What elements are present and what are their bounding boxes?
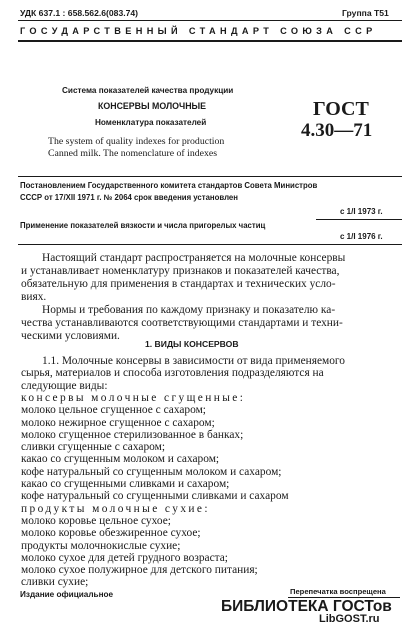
section-line: 1.1. Молочные консервы в зависимости от вида применяемого — [42, 355, 346, 367]
intro-line: обязательную для применения в стандартах и технических усло- — [21, 278, 336, 290]
header-rule-top — [18, 20, 402, 21]
section-line: молоко сгущенное стерилизованное в банках; — [21, 428, 244, 441]
document-title: КОНСЕРВЫ МОЛОЧНЫЕ — [98, 101, 207, 111]
section-line: следующие виды: — [21, 379, 108, 392]
quality-system-title: Система показателей качества продукции — [62, 86, 234, 95]
header-rule-bottom — [18, 40, 402, 42]
library-site: LibGOST.ru — [319, 613, 380, 625]
group-code: Группа Т51 — [342, 8, 389, 18]
decree-line-3: Применение показателей вязкости и числа пригорелых частиц — [20, 221, 266, 230]
english-title: Canned milk. The nomenclature of indexes — [48, 148, 218, 159]
section-line: сырья, материалов и способа изготовления подразделяются на — [21, 367, 324, 380]
intro-line: Нормы и требования по каждому признаку и показателю ка- — [42, 304, 336, 316]
section-line: какао со сгущенным молоком и сахаром; — [21, 453, 220, 466]
section-subheading: продукты молочные сухие: — [21, 502, 210, 515]
decree-date-2: с 1/I 1976 г. — [340, 232, 383, 241]
official-edition-label: Издание официальное — [20, 590, 114, 599]
intro-line: Настоящий стандарт распространяется на молочные консервы — [42, 252, 346, 264]
intro-line: ческими условиями. — [21, 330, 120, 342]
gost-number: 4.30—71 — [301, 120, 373, 141]
decree-line-1: Постановлением Государственного комитета стандартов Совета Министров — [20, 181, 318, 190]
section-line: сливки сгущенные с сахаром; — [21, 441, 165, 454]
decree-date-1-rule — [316, 219, 402, 220]
decree-rule-top — [18, 176, 402, 177]
section-subheading: консервы молочные сгущенные: — [21, 391, 246, 404]
decree-date-1: с 1/I 1973 г. — [340, 207, 383, 216]
udc-code: УДК 637.1 : 658.562.6(083.74) — [20, 8, 139, 18]
section-text — [0, 355, 415, 595]
section-line: сливки сухие; — [21, 576, 89, 589]
intro-line: виях. — [21, 291, 47, 303]
section-line: молоко коровье цельное сухое; — [21, 514, 171, 527]
section-line: кофе натуральный со сгущенным молоком и сахаром; — [21, 465, 282, 478]
decree-line-2: СССР от 17/XII 1971 г. № 2064 срок введения установлен — [20, 193, 238, 202]
section-line: продукты молочнокислые сухие; — [21, 539, 181, 552]
standard-banner: ГОСУДАРСТВЕННЫЙ СТАНДАРТ СОЮЗА ССР — [20, 26, 377, 36]
section-line: молоко нежирное сгущенное с сахаром; — [21, 416, 215, 429]
section-line: молоко сухое полужирное для детского питания; — [21, 564, 258, 577]
gost-label: ГОСТ — [313, 98, 369, 120]
intro-text — [0, 252, 415, 347]
section-line: молоко цельное сгущенное с сахаром; — [21, 404, 206, 417]
library-watermark: БИБЛИОТЕКА ГОСТов — [221, 598, 392, 615]
decree-rule-bottom — [18, 244, 402, 245]
document-subtitle: Номенклатура показателей — [95, 118, 207, 127]
intro-line: и устанавливает номенклатуру признаков и показателей качества, — [21, 265, 340, 277]
section-line: молоко сухое для детей грудного возраста; — [21, 551, 228, 564]
section-line: кофе натуральный со сгущенными сливками и сахаром — [21, 490, 289, 503]
intro-line: чества устанавливаются соответствующими стандартами и техни- — [21, 317, 343, 329]
section-heading: 1. ВИДЫ КОНСЕРВОВ — [145, 339, 239, 349]
english-system-title: The system of quality indexes for production — [48, 136, 225, 147]
section-line: какао со сгущенными сливками и сахаром; — [21, 478, 230, 490]
section-line: молоко коровье обезжиренное сухое; — [21, 527, 201, 540]
reprint-notice: Перепечатка воспрещена — [290, 587, 386, 596]
